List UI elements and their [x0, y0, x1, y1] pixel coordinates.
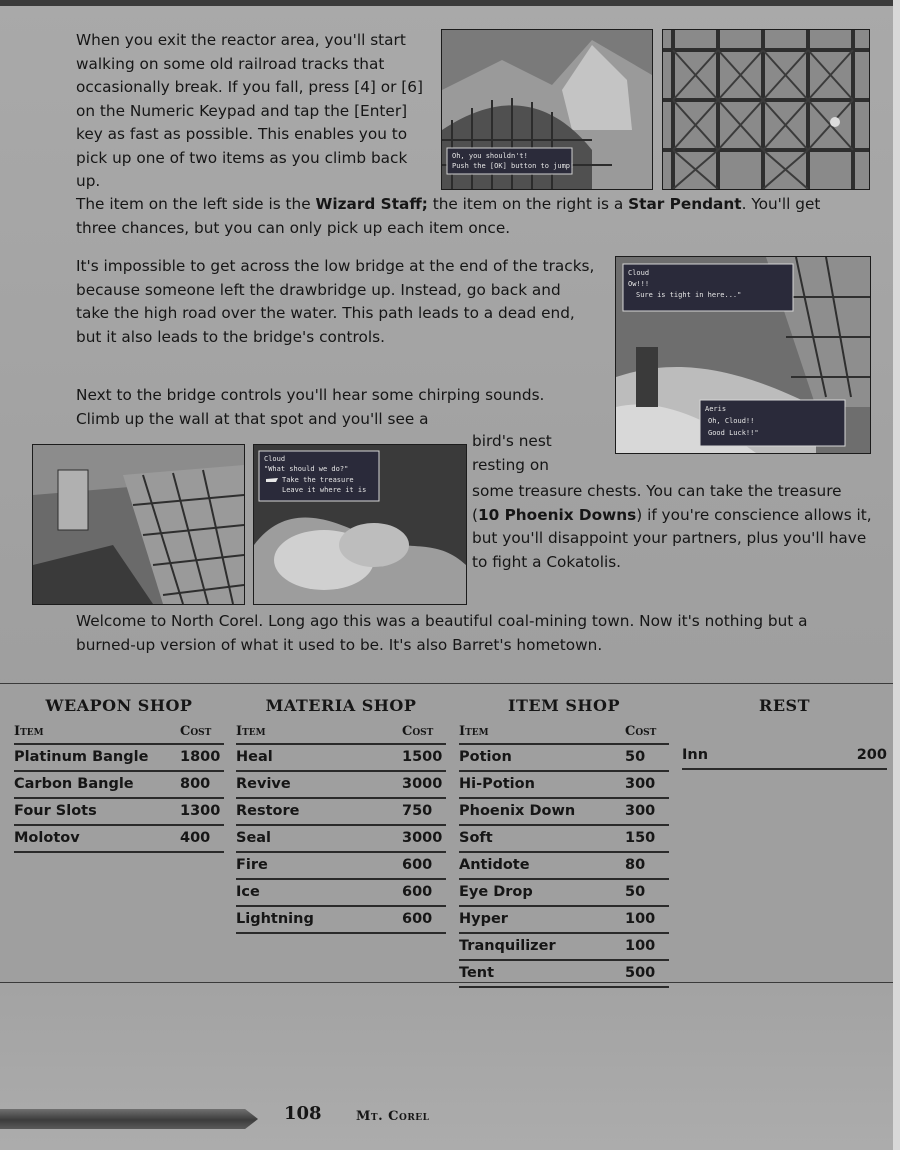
- table-row: Potion 50: [459, 743, 669, 770]
- paragraph-items: The item on the left side is the Wizard Staff; the item on the right is a Star Pendant. You'll get three chances, but you can only pick up each item once.: [76, 195, 821, 237]
- wizard-staff-label: Wizard Staff;: [315, 195, 428, 213]
- table-row: Antidote 80: [459, 851, 669, 878]
- shot1-line2: Push the [OK] button to jump!: [452, 162, 575, 170]
- shot3-line1: Ow!!!: [628, 280, 650, 288]
- materia-shop-header: Item Cost: [236, 724, 434, 739]
- table-row: Hyper 100: [459, 905, 669, 932]
- table-row: Phoenix Down 300: [459, 797, 669, 824]
- table-row: Revive 3000: [236, 770, 446, 797]
- shot5-option2: Leave it where it is: [282, 486, 367, 494]
- table-row: Soft 150: [459, 824, 669, 851]
- shot5-speaker: Cloud: [264, 455, 286, 463]
- item-shop-header: Item Cost: [459, 724, 657, 739]
- table-row: Carbon Bangle 800: [14, 770, 224, 797]
- table-row: Seal 3000: [236, 824, 446, 851]
- paragraph-bird-nest-cont: bird's nest resting on: [472, 432, 552, 474]
- screenshot-nest-dialog: [253, 444, 467, 605]
- table-row: Tranquilizer 100: [459, 932, 669, 959]
- paragraph-north-corel: Welcome to North Corel. Long ago this was a beautiful coal-mining town. Now it's nothing but a burned-up version of what it used to be. It's also Barret's hometown.: [76, 612, 808, 654]
- screenshot-scaffolding: [32, 444, 245, 605]
- screenshot-lattice-climb: [662, 29, 870, 190]
- screenshot-bridge-dialog: [615, 256, 871, 454]
- shot3-line2: Sure is tight in here...": [636, 291, 742, 299]
- table-row: Hi-Potion 300: [459, 770, 669, 797]
- table-row: Heal 1500: [236, 743, 446, 770]
- table-row: Tent 500: [459, 959, 669, 988]
- screenshot-tracks-mountain: [441, 29, 653, 190]
- shot1-line1: Oh, you shouldn't!: [452, 152, 528, 160]
- weapon-shop-table: [14, 696, 224, 853]
- shot3-speaker: Cloud: [628, 269, 650, 277]
- shot3-line4: Good Luck!!": [708, 429, 759, 437]
- phoenix-downs-label: 10 Phoenix Downs: [477, 505, 637, 524]
- shot5-option1: Take the treasure: [282, 476, 354, 484]
- table-row: Molotov 400: [14, 824, 224, 853]
- shot3-line3: Oh, Cloud!!: [708, 417, 755, 425]
- paragraph-bird-nest: Next to the bridge controls you'll hear some chirping sounds. Climb up the wall at that spot and you'll see a: [76, 386, 545, 428]
- table-row: Eye Drop 50: [459, 878, 669, 905]
- page-edge: [893, 0, 900, 1150]
- table-row: Fire 600: [236, 851, 446, 878]
- item-shop-title: ITEM SHOP: [507, 696, 620, 715]
- table-row: Ice 600: [236, 878, 446, 905]
- chapter-title: Mt. Corel: [356, 1109, 430, 1124]
- shot3-speaker2: Aeris: [705, 405, 727, 413]
- materia-shop-title: MATERIA SHOP: [265, 696, 417, 715]
- item-shop-table: [459, 696, 669, 988]
- shot5-line1: "What should we do?": [264, 465, 349, 473]
- table-row: Inn 200: [682, 743, 887, 770]
- rest-table: [682, 696, 887, 770]
- table-row: Restore 750: [236, 797, 446, 824]
- table-row: Platinum Bangle 1800: [14, 743, 224, 770]
- rest-title: REST: [759, 696, 810, 715]
- materia-shop-table: [236, 696, 446, 934]
- top-border: [0, 0, 893, 6]
- footer-bar: [0, 1109, 258, 1129]
- paragraph-treasure: some treasure chests. You can take the treasure (10 Phoenix Downs) if you're conscience allows it, but you'll disappoint your partners, plus you'll have to fight a Cokatolis.: [472, 482, 872, 571]
- star-pendant-label: Star Pendant: [628, 195, 742, 213]
- page-number: 108: [284, 1103, 322, 1124]
- weapon-shop-header: Item Cost: [14, 724, 212, 739]
- table-row: Lightning 600: [236, 905, 446, 934]
- paragraph-reactor-exit: When you exit the reactor area, you'll start walking on some old railroad tracks that occasionally break. If you fall, press [4] or [6] on the Numeric Keypad and tap the [Enter] key as fast as possible. This enables you to pick up one of two items as you climb back up.: [76, 31, 423, 190]
- weapon-shop-title: WEAPON SHOP: [45, 696, 193, 715]
- table-row: Four Slots 1300: [14, 797, 224, 824]
- paragraph-drawbridge: It's impossible to get across the low bridge at the end of the tracks, because someone left the drawbridge up. Instead, go back and take the high road over the water. This path leads to a dead end, but it also leads to the bridge's controls.: [76, 257, 595, 346]
